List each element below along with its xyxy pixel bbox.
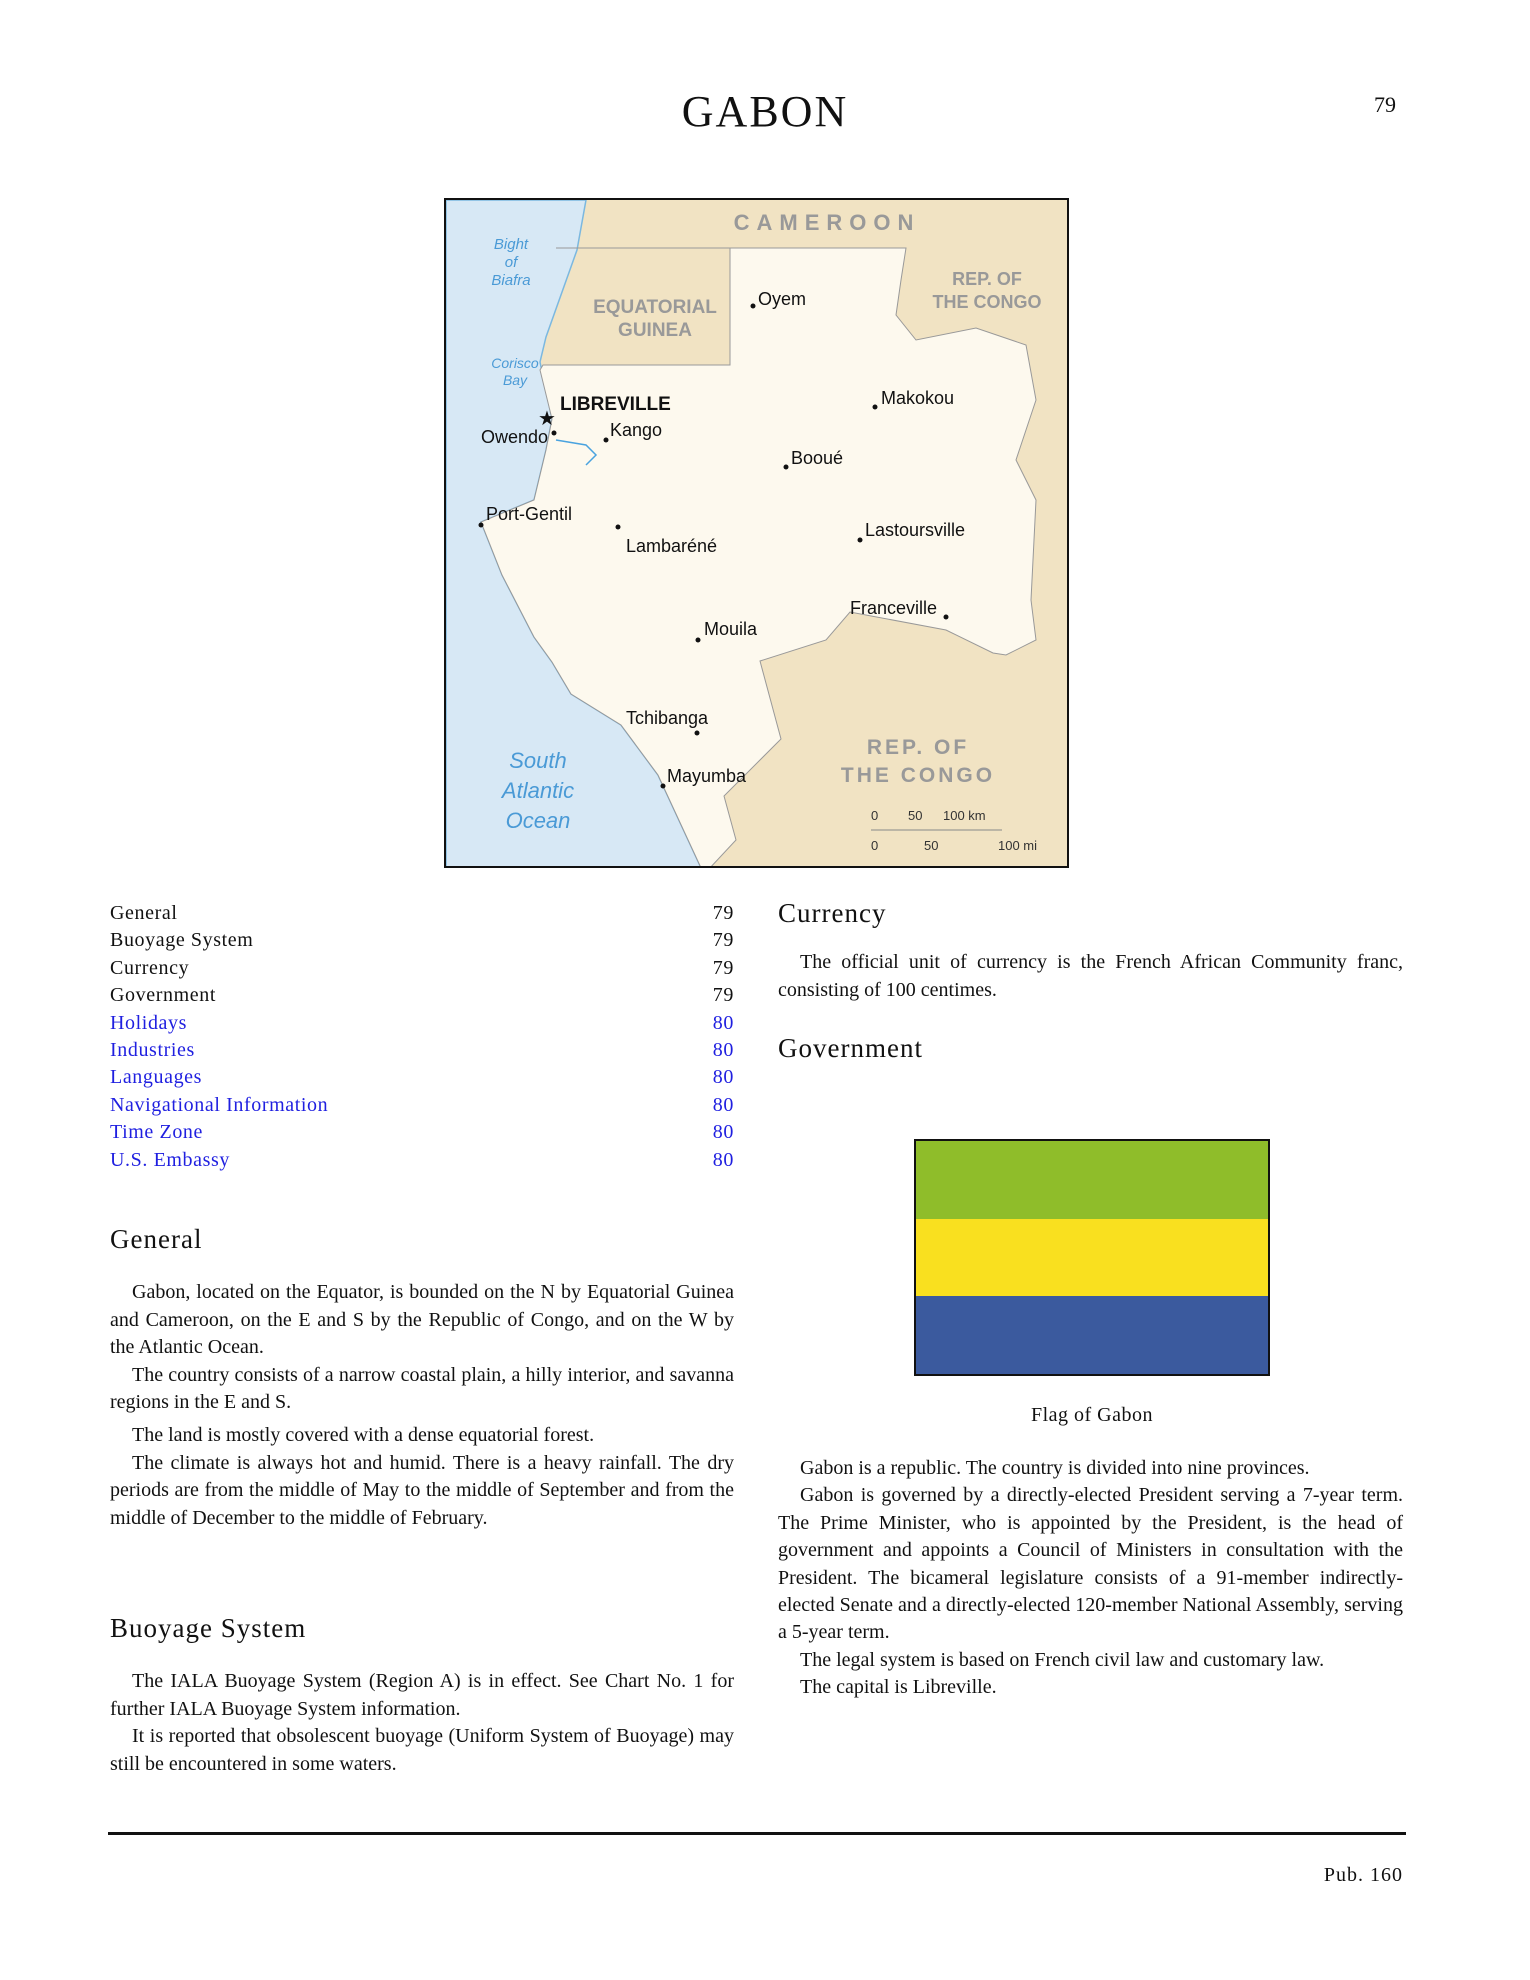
label-owendo: Owendo <box>480 427 548 447</box>
map-of-gabon <box>444 198 1069 868</box>
label-lambarene: Lambaréné <box>626 536 718 556</box>
page-number: 79 <box>1374 92 1396 117</box>
general-paragraph: The country consists of a narrow coastal plain, a hilly interior, and savanna regions in the E and S. <box>110 1363 734 1414</box>
toc-entry[interactable] <box>110 1064 734 1091</box>
label-franceville: Franceville <box>849 598 937 618</box>
buoyage-paragraph: The IALA Buoyage System (Region A) is in effect. See Chart No. 1 for further IALA Buoyage System information. <box>110 1670 734 1720</box>
label-bight-2: of <box>504 254 518 271</box>
scale-km-100: 100 km <box>943 808 986 823</box>
toc-entry <box>110 955 734 982</box>
section-government <box>778 1035 1403 1062</box>
toc-page: 79 <box>712 902 734 924</box>
general-paragraph: Gabon, located on the Equator, is bounded on the N by Equatorial Guinea and Cameroon, on the E and S by the Republic of Congo, and on the W by the Atlantic Ocean. <box>110 1281 734 1359</box>
toc-label[interactable]: Time Zone <box>110 1121 203 1144</box>
toc-label[interactable]: Navigational Information <box>110 1093 329 1116</box>
label-congo-ne-1: REP. OF <box>952 269 1022 289</box>
section-currency <box>778 900 1403 1004</box>
toc-page[interactable]: 80 <box>712 1121 734 1144</box>
toc-page[interactable]: 80 <box>712 1093 734 1116</box>
label-tchibanga: Tchibanga <box>626 708 709 728</box>
label-eq-guinea-2: GUINEA <box>618 320 692 341</box>
capital-star-icon: ★ <box>538 408 556 430</box>
heading-general: General <box>110 1224 203 1254</box>
scale-mi-50: 50 <box>924 838 939 853</box>
label-mayumba: Mayumba <box>667 766 747 786</box>
heading-government: Government <box>778 1033 923 1063</box>
toc-entry[interactable] <box>110 1037 734 1064</box>
toc-page: 79 <box>712 984 734 1007</box>
government-paragraph: The legal system is based on French civil law and customary law. <box>800 1648 1325 1671</box>
label-ocean-2: Atlantic <box>501 778 575 803</box>
general-paragraph: The land is mostly covered with a dense equatorial forest. <box>132 1424 595 1447</box>
scale-km-0: 0 <box>871 808 879 823</box>
flag-caption: Flag of Gabon <box>1030 1404 1154 1426</box>
toc-label: General <box>110 902 178 924</box>
government-paragraph: Gabon is a republic. The country is divided into nine provinces. <box>800 1457 1310 1479</box>
label-port-gentil: Port-Gentil <box>486 504 573 524</box>
toc-page[interactable]: 80 <box>712 1066 734 1089</box>
toc-label[interactable]: Languages <box>110 1066 203 1089</box>
scale-mi-0: 0 <box>871 838 879 853</box>
section-general <box>110 1226 734 1532</box>
toc-label[interactable]: U.S. Embassy <box>110 1148 230 1171</box>
toc-label: Buoyage System <box>110 929 254 952</box>
label-booue: Booué <box>791 448 844 468</box>
toc-page: 79 <box>712 929 734 952</box>
label-corisco-2: Bay <box>502 372 528 388</box>
label-congo-se-1: REP. OF <box>866 736 970 759</box>
label-congo-se-2: THE CONGO <box>840 764 996 787</box>
toc-entry <box>110 927 734 954</box>
scale-mi-100: 100 mi <box>998 838 1038 853</box>
section-buoyage <box>110 1615 734 1778</box>
flag-of-gabon <box>914 1139 1270 1376</box>
toc-page[interactable]: 80 <box>712 1039 734 1062</box>
flag-stripe-yellow <box>916 1219 1268 1297</box>
government-paragraph: Gabon is governed by a directly-elected President serving a 7-year term. The Prime Minister, who is appointed by the President, is the head of government and appoints a Council of Ministers in consultation with the President. The bicameral legislature consists of a 91-member indirectly-elected Senate and a directly-elected 120-member National Assembly, serving a 5-year term. <box>778 1484 1403 1644</box>
toc-page[interactable]: 80 <box>712 1148 734 1171</box>
flag-stripe-green <box>916 1141 1268 1219</box>
label-ocean-1: South <box>509 748 567 773</box>
label-makokou: Makokou <box>881 388 955 408</box>
label-oyem: Oyem <box>758 289 807 309</box>
toc-label: Currency <box>110 956 190 979</box>
toc-entry[interactable] <box>110 1147 734 1174</box>
page-title: GABON <box>681 87 849 136</box>
label-mouila: Mouila <box>704 619 758 639</box>
toc-entry <box>110 982 734 1009</box>
toc-label: Government <box>110 984 216 1007</box>
label-libreville: LIBREVILLE <box>560 394 671 415</box>
toc-entry[interactable] <box>110 1092 734 1119</box>
label-eq-guinea-1: EQUATORIAL <box>593 297 717 318</box>
toc-page: 79 <box>712 956 734 979</box>
government-text <box>778 1455 1403 1702</box>
currency-paragraph: The official unit of currency is the French African Community franc, consisting of 100 centimes. <box>778 951 1403 1001</box>
toc-page[interactable]: 80 <box>712 1011 734 1034</box>
toc-label[interactable]: Industries <box>110 1039 195 1062</box>
heading-currency: Currency <box>778 898 887 928</box>
toc-entry[interactable] <box>110 1010 734 1037</box>
label-corisco-1: Corisco <box>491 355 539 371</box>
toc-label[interactable]: Holidays <box>110 1011 188 1034</box>
publication-label: Pub. 160 <box>1323 1864 1403 1886</box>
label-ocean-3: Ocean <box>505 808 571 833</box>
heading-buoyage-system: Buoyage System <box>110 1613 307 1643</box>
general-paragraph: The climate is always hot and humid. There is a heavy rainfall. The dry periods are from the middle of May to the middle of September and from the middle of December to the middle of February. <box>110 1451 734 1529</box>
scale-km-50: 50 <box>908 808 923 823</box>
label-cameroon: CAMEROON <box>733 210 921 235</box>
government-paragraph: The capital is Libreville. <box>800 1676 997 1699</box>
toc-entry <box>110 900 734 927</box>
flag-stripe-blue <box>916 1296 1268 1374</box>
label-bight-3: Biafra <box>491 272 531 289</box>
label-kango: Kango <box>610 420 663 440</box>
toc-entry[interactable] <box>110 1119 734 1146</box>
label-lastoursville: Lastoursville <box>865 520 966 540</box>
footer-divider <box>108 1832 1406 1835</box>
table-of-contents <box>110 900 734 1174</box>
buoyage-paragraph: It is reported that obsolescent buoyage (Uniform System of Buoyage) may still be encountered in some waters. <box>110 1725 734 1775</box>
label-congo-ne-2: THE CONGO <box>932 292 1042 312</box>
label-bight-1: Bight <box>493 236 529 253</box>
